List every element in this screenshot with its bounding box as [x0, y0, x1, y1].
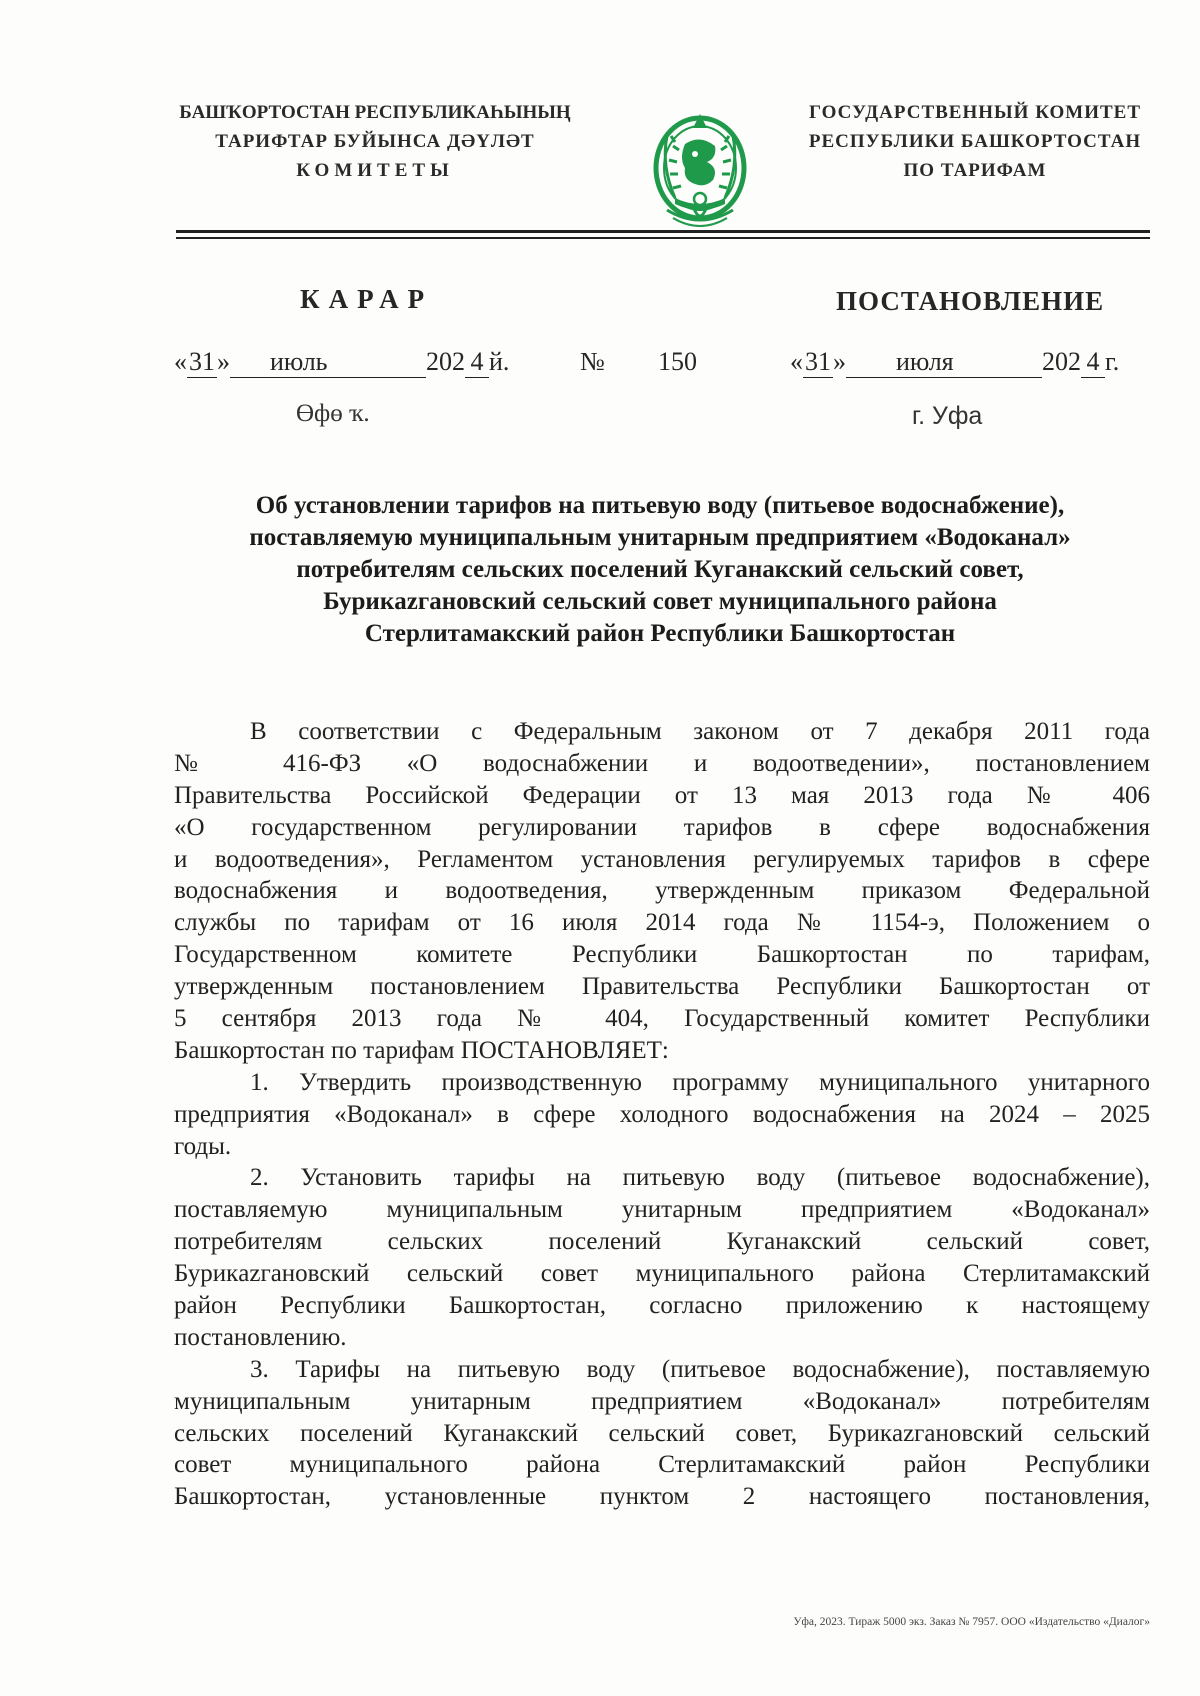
printer-footer: Уфа, 2023. Тираж 5000 экз. Заказ № 7957. ООО «Издательство «Диалог» — [793, 1616, 1150, 1628]
body-line: «О государственном регулировании тарифов в сфере водоснабжения — [174, 813, 1150, 841]
body-line: утвержденным постановлением Правительства Республики Башкортостан от — [174, 973, 1150, 1001]
body-line: Правительства Российской Федерации от 13 мая 2013 года № 406 — [174, 781, 1150, 809]
date-left-close-quote: » — [217, 347, 230, 376]
date-right — [790, 344, 1119, 380]
doc-number-value: 150 — [658, 347, 697, 376]
body-line: поставляемую муниципальным унитарным предприятием «Водоканал» — [174, 1196, 1150, 1224]
body-line: предприятия «Водоканал» в сфере холодного водоснабжения на 2024 – 2025 — [174, 1100, 1150, 1128]
date-left-open-quote: « — [174, 347, 187, 376]
body-line: район Республики Башкортостан, согласно приложению к настоящему — [174, 1292, 1150, 1320]
date-right-month: июля — [846, 347, 1042, 378]
title-line: потребителям сельских поселений Куганакский сельский совет, — [296, 556, 1024, 583]
header-left-line-3: КОМИТЕТЫ — [296, 160, 454, 181]
body-line: В соответствии с Федеральным законом от 7 декабря 2011 года — [250, 718, 1150, 745]
title-line: поставляемую муниципальным унитарным предприятием «Водоканал» — [249, 524, 1071, 551]
body-line: сельских поселений Куганакский сельский совет, Бурикazгановский сельский — [174, 1419, 1150, 1447]
date-left-year-digit: 4 — [465, 347, 489, 378]
body-line: службы по тарифам от 16 июля 2014 года № 1154-э, Положением о — [174, 909, 1150, 937]
date-right-suffix: г. — [1105, 347, 1120, 376]
date-left — [174, 344, 509, 380]
date-left-suffix: й. — [489, 347, 510, 376]
body-line: Бурикazгановский сельский совет муниципального района Стерлитамакский — [174, 1260, 1150, 1288]
header-left-line-2: ТАРИФТАР БУЙЫНСА ДӘҮЛӘТ — [215, 131, 535, 152]
title-line: Об установлении тарифов на питьевую воду (питьевое водоснабжение), — [255, 492, 1065, 519]
header-right-russian — [780, 98, 1170, 185]
city-bashkir: Өфө ҡ. — [296, 400, 370, 427]
body-line: совет муниципального района Стерлитамакский район Республики — [174, 1451, 1150, 1479]
body-line: Башкортостан по тарифам ПОСТАНОВЛЯЕТ: — [174, 1036, 669, 1064]
header-rule-thin — [176, 237, 1150, 239]
body-line: Башкортостан, установленные пунктом 2 настоящего постановления, — [174, 1483, 1150, 1511]
body-line: и водоотведения», Регламентом установления регулируемых тарифов в сфере — [174, 845, 1150, 873]
body-line: постановлению. — [174, 1323, 347, 1351]
doc-type-bashkir: КАРАР — [300, 284, 434, 314]
emblem-icon — [645, 106, 755, 230]
body-line: водоснабжения и водоотведения, утвержденным приказом Федеральной — [174, 877, 1150, 905]
date-right-close-quote: » — [833, 347, 846, 376]
header-right-line-3: ПО ТАРИФАМ — [903, 160, 1047, 181]
date-right-open-quote: « — [790, 347, 803, 376]
doc-type-russian: ПОСТАНОВЛЕНИЕ — [836, 286, 1105, 316]
document-title — [150, 490, 1170, 650]
document-body — [174, 716, 1150, 1513]
date-right-year-prefix: 202 — [1042, 347, 1081, 376]
title-line: Бурикazгановский сельский совет муниципального района — [323, 588, 997, 615]
doc-number-sign: № — [580, 347, 605, 376]
body-line: 5 сентября 2013 года № 404, Государственный комитет Республики — [174, 1005, 1150, 1033]
body-line: 1. Утвердить производственную программу муниципального унитарного — [250, 1068, 1150, 1096]
header-left-line-1: БАШҠОРТОСТАН РЕСПУБЛИКАҺЫНЫҢ — [179, 102, 571, 123]
city-russian: г. Уфа — [912, 402, 983, 430]
header-left-bashkir — [150, 98, 600, 185]
body-line: муниципальным унитарным предприятием «Водоканал» потребителям — [174, 1387, 1150, 1415]
header-right-line-2: РЕСПУБЛИКИ БАШКОРТОСТАН — [808, 131, 1142, 152]
body-line: № 416-ФЗ «О водоснабжении и водоотведении», постановлением — [174, 749, 1150, 777]
date-left-month: июль — [230, 347, 426, 378]
body-line: Государственном комитете Республики Башкортостан по тарифам, — [174, 941, 1150, 969]
header-right-line-1: ГОСУДАРСТВЕННЫЙ КОМИТЕТ — [808, 102, 1142, 123]
body-line: 2. Установить тарифы на питьевую воду (питьевое водоснабжение), — [250, 1164, 1150, 1192]
body-line: 3. Тарифы на питьевую воду (питьевое водоснабжение), поставляемую — [250, 1355, 1150, 1383]
body-line: потребителям сельских поселений Куганакский сельский совет, — [174, 1228, 1150, 1256]
title-line: Стерлитамакский район Республики Башкортостан — [364, 620, 956, 647]
date-right-year-digit: 4 — [1081, 347, 1105, 378]
date-left-year-prefix: 202 — [426, 347, 465, 376]
date-left-day: 31 — [189, 347, 215, 376]
body-line: годы. — [174, 1132, 232, 1160]
date-right-day: 31 — [805, 347, 831, 376]
header-rule-thick — [176, 230, 1150, 233]
